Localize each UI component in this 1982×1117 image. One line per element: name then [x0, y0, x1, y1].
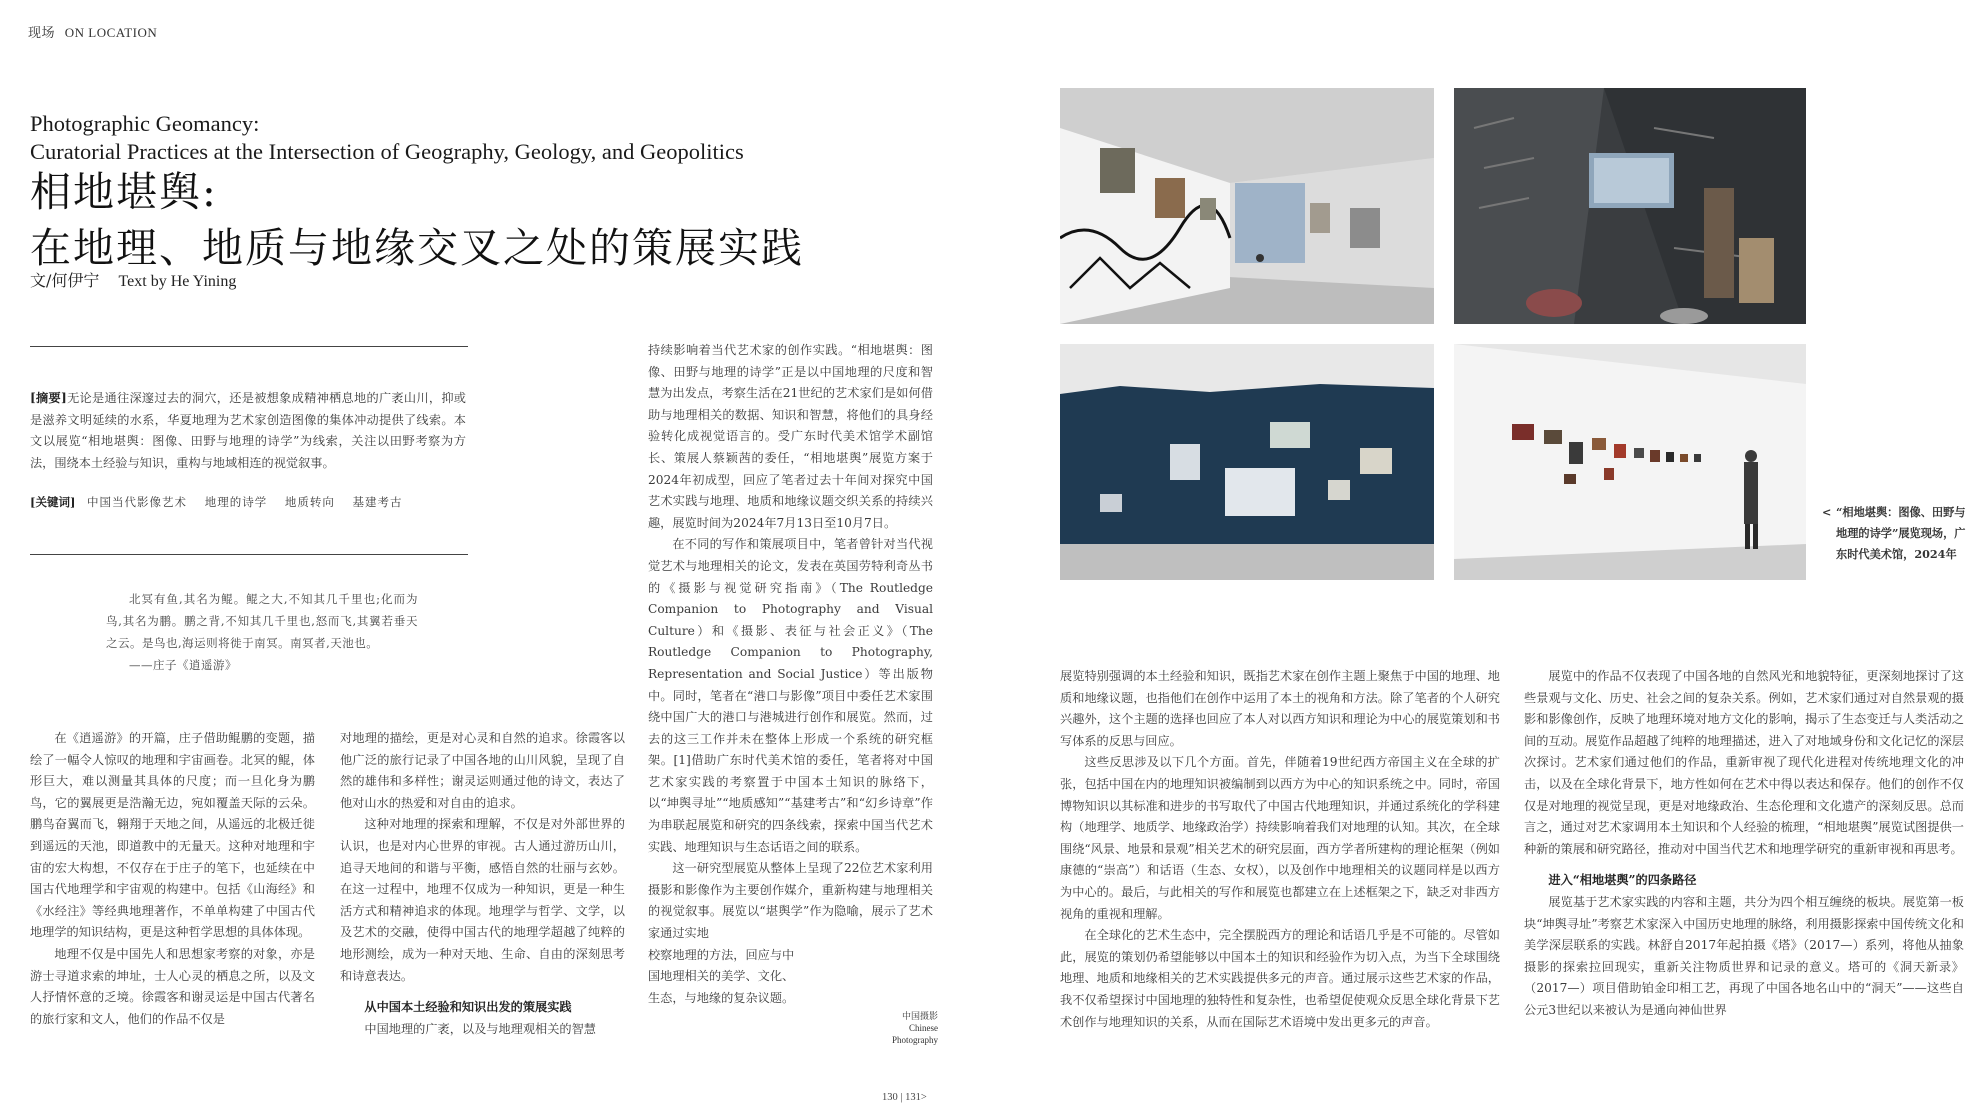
paragraph: 在不同的写作和策展项目中，笔者曾针对当代视觉艺术与地理相关的论文，发表在英国劳特利奇丛书的《摄影与视觉研究指南》（The Routledge Companion to Photography and Visual Culture）和《摄影、表征与社会正义》（The Routledge Companion to Photography, Representation and Social Justice）等出版物中。同时，笔者在“港口与影像”项目中委任艺术家围绕中国广大的港口与港城进行创作和展览。然而，过去的这三工作并未在整体上形成一个系统的研究框架。[1]借助广东时代美术馆的委任，笔者将对中国艺术家实践的考察置于中国本土知识的脉络下，以“坤舆寻址”“地质感知”“基建考古”和“幻乡诗章”作为串联起展览和研究的四条线索，探索中国当代艺术实践、地理知识与生态话语之间的联系。 — [648, 537, 933, 854]
abstract — [30, 388, 466, 474]
logo-en-2: Photography — [892, 1035, 938, 1045]
paragraph: 展览中的作品不仅表现了中国各地的自然风光和地貌特征，更深刻地探讨了这些景观与文化、历史、社会之间的复杂关系。例如，艺术家们通过对自然景观的摄影和影像创作，反映了地理环境对地方文化的影响，揭示了生态变迁与人类活动之间的互动。展览作品超越了纯粹的地理描述，进入了对地域身份和文化记忆的深层次探讨。艺术家们通过他们的作品，重新审视了现代化进程对传统地理文化的冲击，以及在全球化背景下，地方性如何在艺术中得以表达和保存。他们的创作不仅仅是对地理的视觉呈现，更是对地缘政治、生态伦理和文化遗产的深刻反思。总而言之，通过对艺术家调用本土知识和个人经验的梳理，“相地堪舆”展览试图提供一种新的策展和研究路径，推动对中国当代艺术和地理学研究的重新审视和再思考。 — [1524, 669, 1964, 856]
text-line: 校察地理的方法，回应与中 — [648, 947, 795, 962]
body-column-2 — [340, 728, 625, 1040]
section-header — [28, 22, 157, 41]
paragraph: 这种对地理的探索和理解，不仅是对外部世界的认识，也是对内心世界的审视。古人通过游历山川，追寻天地间的和谐与平衡，感悟自然的壮丽与玄妙。在这一过程中，地理不仅成为一种知识，更是一种生活方式和精神追求的体现。地理学与哲学、文学，以及艺术的交融，使得中国古代的地理学超越了纯粹的地形测绘，成为一种对天地、生命、自由的深刻思考和诗意表达。 — [340, 817, 625, 983]
exhibition-photo-rock-wall — [1454, 88, 1806, 324]
epigraph — [106, 588, 418, 676]
divider-top — [30, 346, 468, 347]
logo-en-1: Chinese — [909, 1023, 938, 1033]
byline — [30, 268, 236, 291]
paragraph: 在全球化的艺术生态中，完全摆脱西方的理论和话语几乎是不可能的。尽管如此，展览的策划仍希望能够以中国本土的知识和经验作为切入点，为当下全球围绕地理、地质和地缘相关的艺术实践提供多元的声音。通过展示这些艺术家的作品，我不仅希望探讨中国地理的独特性和复杂性，也希望促使观众反思全球化背景下艺术创作与地理知识的关系，从而在国际艺术语境中发出更多元的声音。 — [1060, 928, 1500, 1029]
body-column-4 — [1060, 666, 1500, 1033]
paragraph: 地理不仅是中国先人和思想家考察的对象，亦是游士寻道求索的坤址，士人心灵的栖息之所，以及文人抒情怀意的乏境。徐霞客和谢灵运是中国古代著名的旅行家和文人，他们的作品不仅是 — [30, 946, 315, 1026]
photo-caption — [1822, 502, 1976, 565]
chinese-title — [30, 164, 830, 276]
keyword-item: 地理的诗学 — [204, 495, 268, 509]
subheading: 从中国本土经验和知识出发的策展实践 — [364, 1000, 572, 1015]
paragraph: 持续影响着当代艺术家的创作实践。“相地堪舆：图像、田野与地理的诗学”正是以中国地理的尺度和智慧为出发点，考察生活在21世纪的艺术家们是如何借助与地理相关的数据、知识和智慧，将他们的具身经验转化成视觉语言的。受广东时代美术馆学术副馆长、策展人蔡颖茜的委任，“相地堪舆”展览方案于2024年初成型，回应了笔者过去十年间对探究中国艺术实践与地理、地质和地缘议题交织关系的持续兴趣，展览时间为2024年7月13日至10月7日。 — [648, 343, 933, 530]
paragraph: 展览特别强调的本土经验和知识，既指艺术家在创作主题上聚焦于中国的地理、地质和地缘议题，也指他们在创作中运用了本土的视角和方法。除了笔者的个人研究兴趣外，这个主题的选择也回应了本人对以西方知识和理论为中心的展览策划和书写体系的反思与回应。 — [1060, 669, 1500, 748]
exhibition-photo-white-wall — [1454, 344, 1806, 580]
paragraph: 对地理的描绘，更是对心灵和自然的追求。徐霞客以他广泛的旅行记录了中国各地的山川风貌，呈现了自然的雄伟和多样性；谢灵运则通过他的诗文，表达了他对山水的热爱和对自由的追求。 — [340, 731, 625, 810]
byline-en: Text by He Yining — [118, 273, 237, 290]
caption-arrow-icon: < — [1822, 505, 1832, 519]
english-title — [30, 110, 790, 166]
magazine-logo — [858, 1010, 938, 1046]
epigraph-text: 北冥有鱼,其名为鲲。鲲之大,不知其几千里也;化而为鸟,其名为鹏。鹏之背,不知其几千里也,怒而飞,其翼若垂天之云。是鸟也,海运则将徙于南冥。南冥者,天池也。 — [106, 592, 418, 650]
english-title-line1: Photographic Geomancy: — [30, 111, 260, 136]
keywords-tag: [关键词] — [30, 495, 76, 509]
divider-bottom — [30, 554, 468, 555]
caption-text: “相地堪舆：图像、田野与地理的诗学”展览现场，广东时代美术馆，2024年 — [1836, 505, 1966, 561]
page-numbers: 130 | 131> — [882, 1092, 927, 1103]
text-line: 国地理相关的美学、文化、 — [648, 969, 795, 984]
abstract-text: 无论是通往深邃过去的洞穴，还是被想象成精神栖息地的广袤山川，抑或是滋养文明延续的水系，华夏地理为艺术家创造图像的集体冲动提供了线索。本文以展览“相地堪舆：图像、田野与地理的诗学”为线索，关注以田野考察为方法，围绕本土经验与知识，重构与地域相连的视觉叙事。 — [30, 391, 466, 470]
paragraph-tail — [648, 945, 818, 1010]
keyword-item: 地质转向 — [284, 495, 335, 509]
paragraph: 这一研究型展览从整体上呈现了22位艺术家利用摄影和影像作为主要创作媒介，重新构建与地理相关的视觉叙事。展览以“堪舆学”作为隐喻，展示了艺术家通过实地 — [648, 861, 933, 941]
exhibition-photo-blue-wall — [1060, 344, 1434, 580]
keyword-item: 基建考古 — [352, 495, 403, 509]
paragraph: 中国地理的广袤，以及与地理观相关的智慧 — [364, 1021, 596, 1036]
paragraph: 这些反思涉及以下几个方面。首先，伴随着19世纪西方帝国主义在全球的扩张，包括中国在内的地理知识被编制到以西方为中心的知识系统之中。同时，帝国博物知识以其标准和进步的书写取代了中国古代地理知识，并通过系统化的学科建构（地理学、地质学、地缘政治学）持续影响着我们对地理的认知。其次，在全球围绕“风景、地景和景观”相关艺术的研究层面，西方学者所建构的理论框架（例如康德的“崇高”）和话语（生态、女权），以及创作中地理相关的议题同样是以西方为中心的。最后，与此相关的写作和展览也都建立在上述框架之下，缺乏对非西方视角的重视和理解。 — [1060, 755, 1500, 921]
chinese-title-line2: 在地理、地质与地缘交叉之处的策展实践 — [30, 224, 804, 272]
byline-cn: 文/何伊宁 — [30, 271, 100, 290]
chinese-title-line1: 相地堪舆: — [30, 168, 218, 216]
keyword-item: 中国当代影像艺术 — [87, 495, 188, 509]
abstract-tag: [摘要] — [30, 391, 67, 405]
paragraph: 在《逍遥游》的开篇，庄子借助鲲鹏的变题，描绘了一幅令人惊叹的地理和宇宙画卷。北冥的鲲，体形巨大，难以测量其具体的尺度；而一旦化身为鹏鸟，它的翼展更是浩瀚无边，宛如覆盖天际的云朵。鹏鸟奋翼而飞，翱翔于天地之间，从遥远的北极迁徙到遥远的天池，即道教中的无量天。这种对地理和宇宙的宏大构想，不仅存在于庄子的笔下，也延续在中国古代地理学和宇宙观的构建中。包括《山海经》和《水经注》等经典地理著作，不单单构建了中国古代地理学的知识结构，更是这种哲学思想的具体体现。 — [30, 731, 315, 940]
keywords — [30, 494, 466, 510]
english-title-line2: Curatorial Practices at the Intersection of Geography, Geology, and Geopolitics — [30, 139, 744, 164]
body-column-1 — [30, 728, 315, 1030]
section-label-cn: 现场 — [28, 25, 56, 40]
logo-cn: 中国摄影 — [901, 1011, 938, 1021]
section-label-en: ON LOCATION — [64, 25, 158, 40]
text-line: 生态，与地缘的复杂议题。 — [648, 990, 795, 1005]
exhibition-photo-corridor — [1060, 88, 1434, 324]
paragraph: 展览基于艺术家实践的内容和主题，共分为四个相互缠绕的板块。展览第一板块“坤舆寻址”考察艺术家深入中国历史地理的脉络，利用摄影探索中国传统文化和美学深层联系的实践。林舒自2017年起拍摄《塔》（2017—）系列，将他从抽象摄影的探索拉回现实，重新关注物质世界和记录的意义。塔可的《洞天新录》（2017—）项目借助铂金印相工艺，再现了中国各地名山中的“洞天”——这些自公元3世纪以来被认为是通向神仙世界 — [1524, 894, 1964, 1017]
subheading: 进入“相地堪舆”的四条路径 — [1548, 873, 1697, 888]
body-column-5 — [1524, 666, 1964, 1022]
body-column-3 — [648, 340, 933, 1009]
epigraph-source: ——庄子《逍遥游》 — [129, 658, 237, 672]
